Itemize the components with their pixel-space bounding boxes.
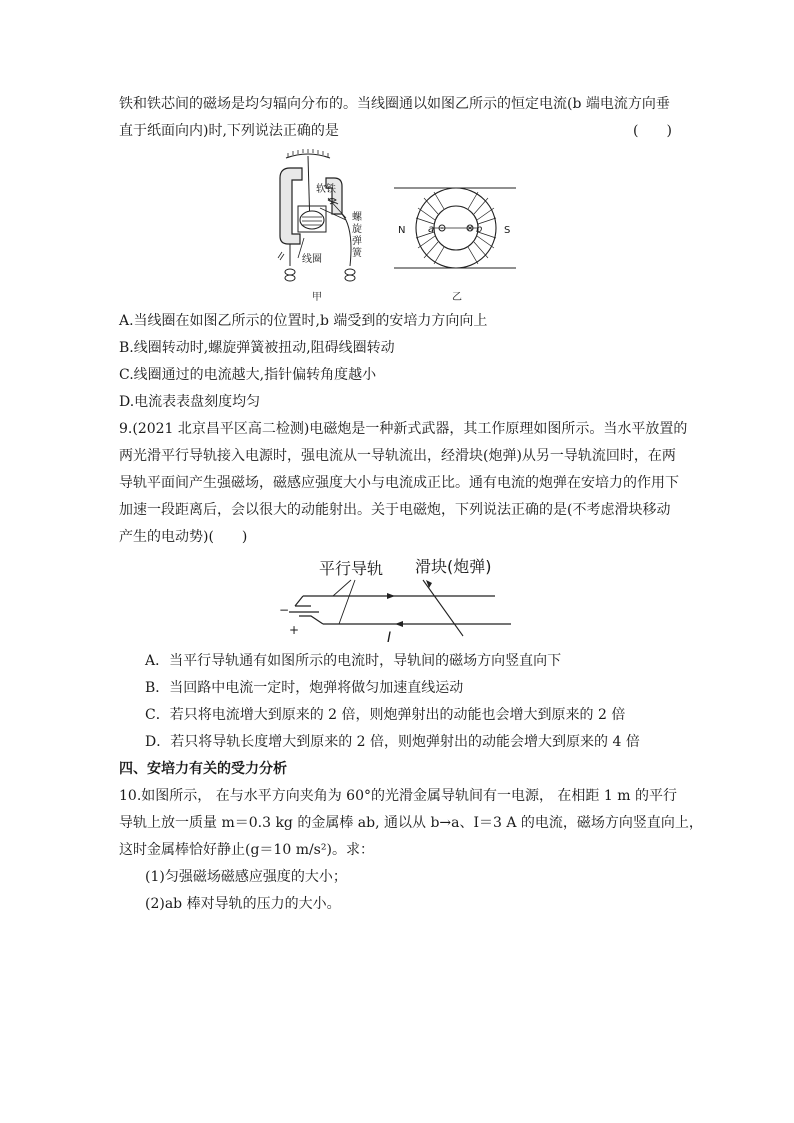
q10-stem-line-2: 导轨上放一质量 m＝0.3 kg 的金属棒 ab, 通以从 b→a、I＝3 A 的电流，磁场方向竖直向上，	[119, 815, 703, 831]
caption-yi: 乙	[452, 292, 462, 303]
label-parallel-rails: 平行导轨	[319, 559, 384, 578]
q9-stem-line-2: 两光滑平行导轨接入电源时，强电流从一导轨流出，经滑块(炮弹)从另一导轨流回时，在两	[119, 448, 676, 464]
q9-option-b: B．当回路中电流一定时，炮弹将做匀加速直线运动	[145, 680, 464, 696]
q9-option-a: A．当平行导轨通有如图所示的电流时，导轨间的磁场方向竖直向下	[145, 653, 562, 669]
figure-yi-radial-field	[380, 180, 530, 310]
q8-stem-line-2: 直于纸面向内)时,下列说法正确的是	[119, 123, 339, 139]
label-minus: −	[279, 603, 290, 617]
q8-answer-bracket: ( )	[633, 123, 672, 139]
q9-stem-line-1: 9.(2021 北京昌平区高二检测)电磁炮是一种新式武器，其工作原理如图所示。当水平放置的	[119, 421, 688, 437]
q8-option-b: B.线圈转动时,螺旋弹簧被扭动,阻碍线圈转动	[119, 340, 395, 356]
label-b-end: b	[476, 224, 483, 235]
q9-option-d: D．若只将导轨长度增大到原来的 2 倍，则炮弹射出的动能会增大到原来的 4 倍	[145, 734, 640, 750]
figure-railgun	[275, 550, 515, 645]
label-coil: 线圈	[302, 254, 322, 265]
label-spring-2: 旋	[352, 224, 362, 235]
label-spring-1: 螺	[352, 212, 362, 223]
label-s-pole: S	[504, 225, 511, 236]
label-a-end: a	[428, 224, 435, 235]
q10-stem-line-1: 10.如图所示， 在与水平方向夹角为 60°的光滑金属导轨间有一电源， 在相距 1 m 的平行	[119, 788, 677, 804]
figure-jia-galvanometer	[268, 148, 378, 308]
label-n-pole: N	[398, 225, 406, 236]
q8-option-a: A.当线圈在如图乙所示的位置时,b 端受到的安培力方向向上	[119, 313, 488, 329]
q9-stem-line-5: 产生的电动势)( )	[119, 529, 248, 545]
label-spring-3: 弹	[352, 236, 362, 247]
q8-option-d: D.电流表表盘刻度均匀	[119, 394, 261, 410]
label-plus: +	[289, 623, 300, 637]
label-spring-4: 簧	[352, 248, 362, 259]
label-slider: 滑块(炮弹)	[415, 557, 492, 576]
q9-stem-line-3: 导轨平面间产生强磁场，磁感应强度大小与电流成正比。通有电流的炮弹在安培力的作用下	[119, 475, 679, 491]
q9-stem-line-4: 加速一段距离后，会以很大的动能射出。关于电磁炮，下列说法正确的是(不考虑滑块移动	[119, 502, 671, 518]
q8-option-c: C.线圈通过的电流越大,指针偏转角度越小	[119, 367, 377, 383]
caption-jia: 甲	[312, 292, 322, 303]
q10-stem-line-3: 这时金属棒恰好静止(g＝10 m/s²)。求：	[119, 842, 374, 858]
label-soft-iron: 软铁	[316, 184, 336, 195]
q8-stem-line-1: 铁和铁芯间的磁场是均匀辐向分布的。当线圈通以如图乙所示的恒定电流(b 端电流方向垂	[119, 96, 670, 112]
label-current-i: I	[387, 630, 392, 645]
q9-option-c: C．若只将电流增大到原来的 2 倍，则炮弹射出的动能也会增大到原来的 2 倍	[145, 707, 626, 723]
q10-part-2: (2)ab 棒对导轨的压力的大小。	[145, 896, 341, 912]
q10-part-1: (1)匀强磁场磁感应强度的大小；	[145, 869, 347, 885]
section-heading: 四、安培力有关的受力分析	[119, 761, 287, 777]
